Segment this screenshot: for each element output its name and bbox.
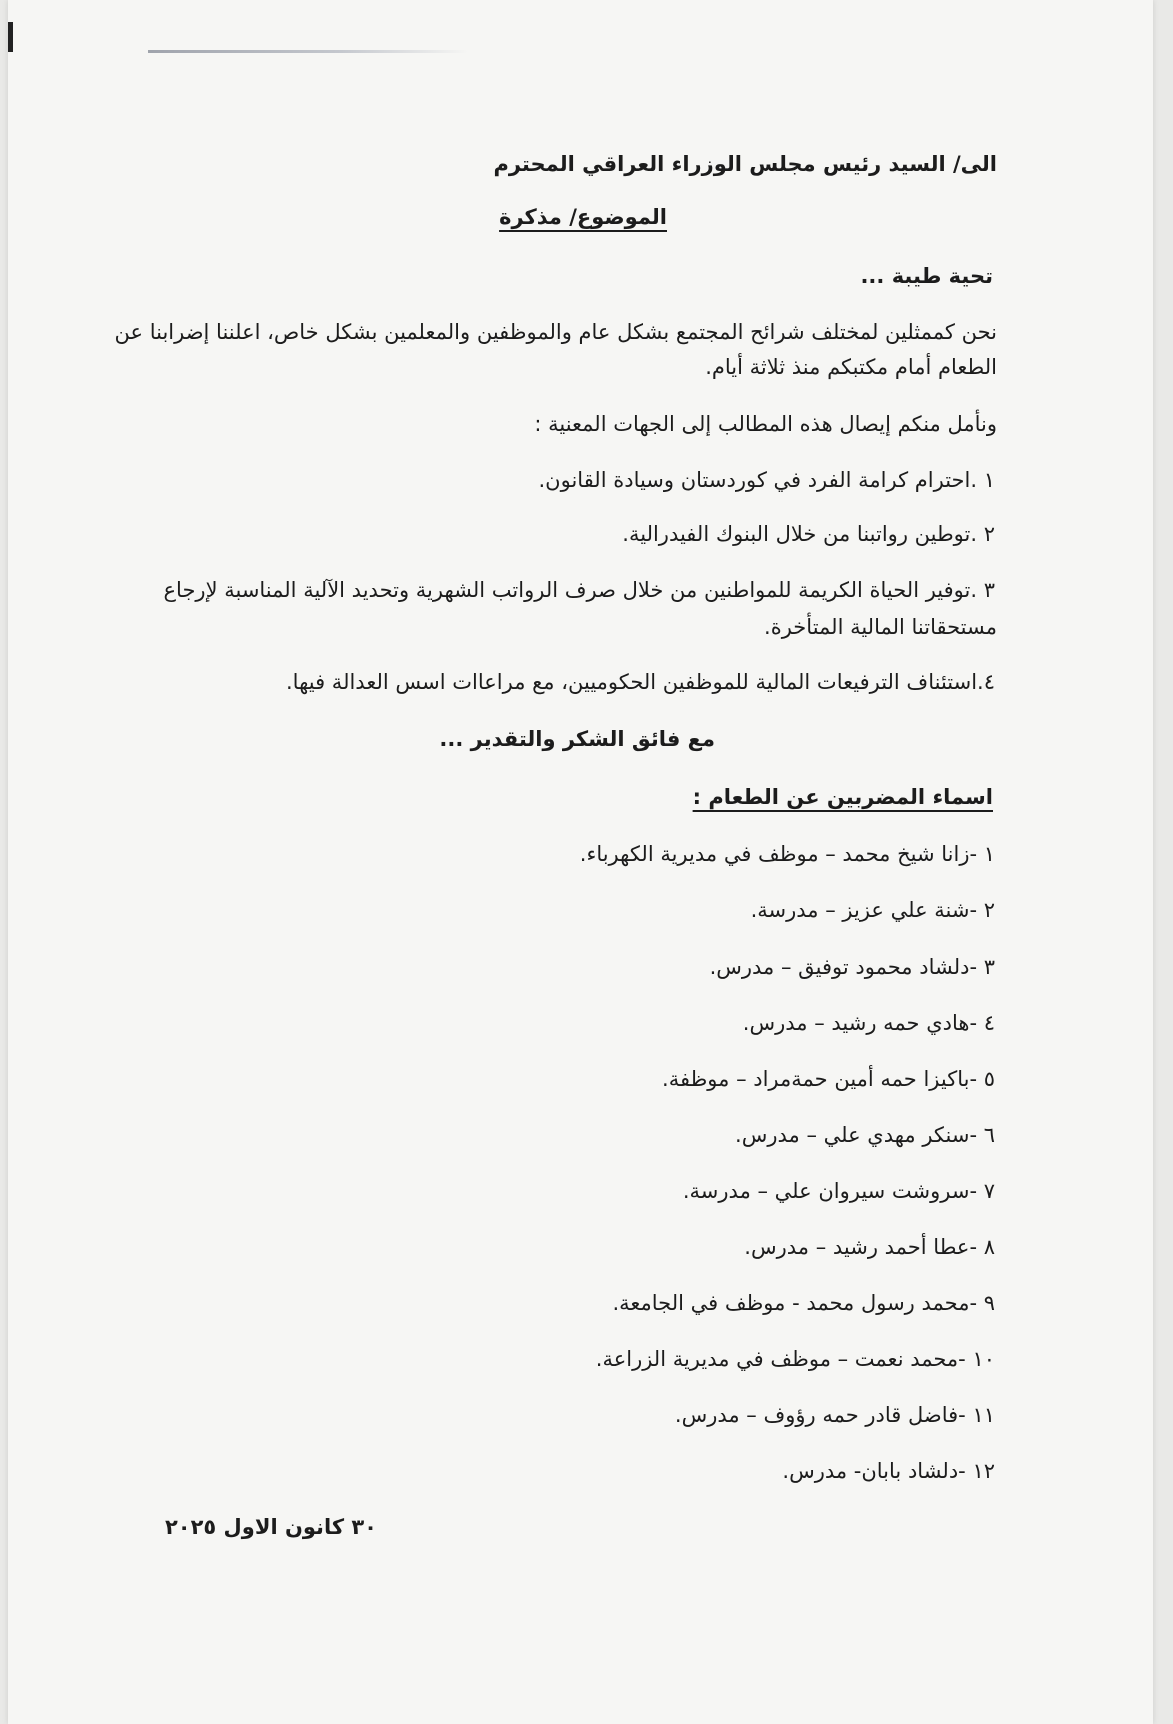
greeting-line: تحية طيبة ...	[860, 264, 993, 288]
name-list-item: ٨ -عطا أحمد رشيد – مدرس.	[744, 1235, 995, 1259]
demand-item-3-line-2: مستحقاتنا المالية المتأخرة.	[764, 615, 997, 639]
demand-item-1: ١ .احترام كرامة الفرد في كوردستان وسيادة القانون.	[538, 468, 995, 492]
demand-item-2: ٢ .توطين رواتبنا من خلال البنوك الفيدرالية.	[622, 522, 995, 546]
name-list-item: ١٠ -محمد نعمت – موظف في مديرية الزراعة.	[595, 1347, 995, 1371]
request-line: ونأمل منكم إيصال هذه المطالب إلى الجهات المعنية :	[534, 412, 997, 436]
closing-line: مع فائق الشكر والتقدير ...	[439, 727, 715, 751]
document-date: ٣٠ كانون الاول ٢٠٢٥	[164, 1515, 377, 1539]
name-list-item: ٤ -هادي حمه رشيد – مدرس.	[742, 1011, 995, 1035]
scan-edge-mark	[8, 22, 13, 52]
scan-artifact-line	[148, 50, 468, 53]
name-list-item: ٧ -سروشت سيروان علي – مدرسة.	[682, 1179, 995, 1203]
name-list-item: ٦ -سنكر مهدي علي – مدرس.	[735, 1123, 995, 1147]
names-heading: اسماء المضربين عن الطعام :	[692, 785, 993, 809]
name-list-item: ٩ -محمد رسول محمد - موظف في الجامعة.	[612, 1291, 995, 1315]
addressee-line: الى/ السيد رئيس مجلس الوزراء العراقي المحترم	[493, 152, 997, 176]
name-list-item: ٥ -باكيزا حمه أمين حمةمراد – موظفة.	[662, 1067, 995, 1091]
name-list-item: ١ -زانا شيخ محمد – موظف في مديرية الكهرباء.	[579, 842, 995, 866]
subject-line: الموضوع/ مذكرة	[499, 205, 667, 229]
intro-paragraph-line-1: نحن كممثلين لمختلف شرائح المجتمع بشكل عام والموظفين والمعلمين بشكل خاص، اعلننا إضرابنا عن	[114, 320, 997, 344]
name-list-item: ٢ -شنة علي عزيز – مدرسة.	[750, 898, 995, 922]
name-list-item: ٣ -دلشاد محمود توفيق – مدرس.	[709, 955, 995, 979]
intro-paragraph-line-2: الطعام أمام مكتبكم منذ ثلاثة أيام.	[705, 355, 997, 379]
name-list-item: ١١ -فاضل قادر حمه رؤوف – مدرس.	[674, 1403, 995, 1427]
name-list-item: ١٢ -دلشاد بابان- مدرس.	[782, 1459, 995, 1483]
demand-item-4: ٤.استئناف الترفيعات المالية للموظفين الحكوميين، مع مراعاات اسس العدالة فيها.	[286, 670, 995, 694]
demand-item-3-line-1: ٣ .توفير الحياة الكريمة للمواطنين من خلال صرف الرواتب الشهرية وتحديد الآلية المناسبة لإرجاع	[163, 578, 995, 602]
